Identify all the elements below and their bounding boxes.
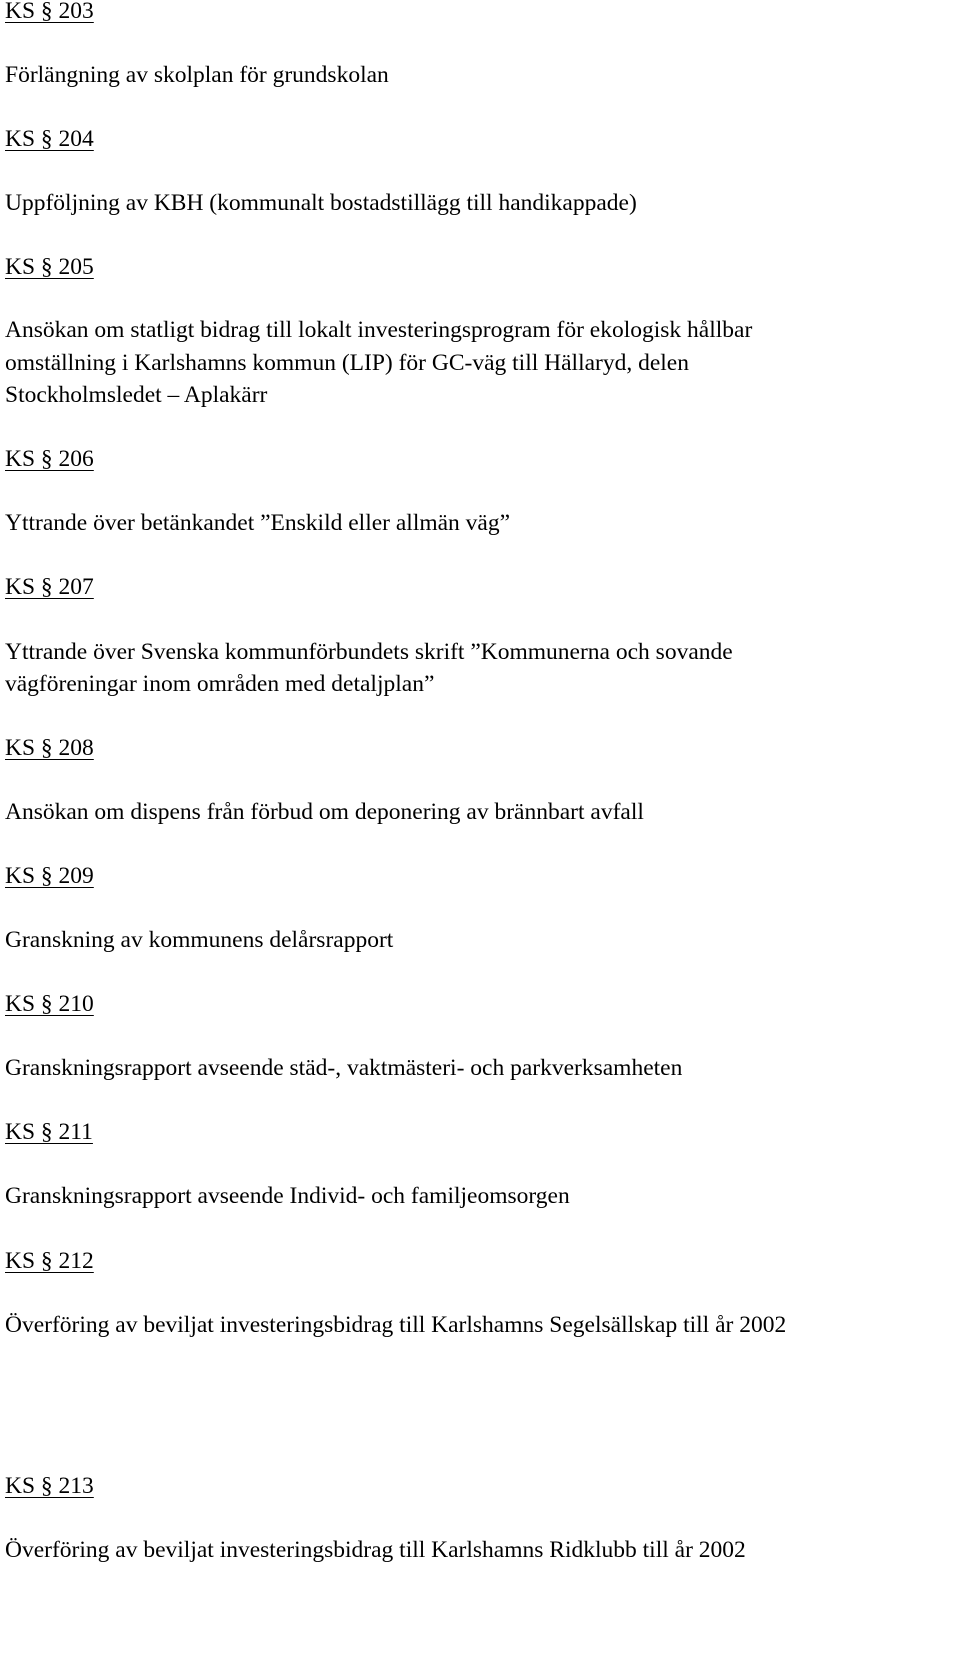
item-title: Ansökan om statligt bidrag till lokalt investeringsprogram för ekologisk hållbar (5, 317, 753, 343)
item-title: Yttrande över Svenska kommunförbundets skrift ”Kommunerna och sovande (5, 639, 733, 665)
item-code: KS § 203 (5, 0, 94, 24)
item-title: Uppföljning av KBH (kommunalt bostadstillägg till handikappade) (5, 190, 637, 216)
item-code: KS § 213 (5, 1473, 94, 1499)
item-code: KS § 209 (5, 863, 94, 889)
item-code: KS § 211 (5, 1119, 93, 1145)
item-title: Förlängning av skolplan för grundskolan (5, 62, 389, 88)
item-title: omställning i Karlshamns kommun (LIP) för GC-väg till Hällaryd, delen (5, 350, 689, 376)
item-title: Granskningsrapport avseende Individ- och familjeomsorgen (5, 1183, 570, 1209)
item-title: Ansökan om dispens från förbud om deponering av brännbart avfall (5, 799, 644, 825)
item-title: Yttrande över betänkandet ”Enskild eller allmän väg” (5, 510, 511, 536)
item-code: KS § 212 (5, 1248, 94, 1274)
item-title: Stockholmsledet – Aplakärr (5, 382, 268, 408)
item-code: KS § 208 (5, 735, 94, 761)
item-title: Överföring av beviljat investeringsbidrag till Karlshamns Segelsällskap till år 2002 (5, 1312, 787, 1338)
item-code: KS § 205 (5, 254, 94, 280)
item-code: KS § 210 (5, 991, 94, 1017)
item-title: Överföring av beviljat investeringsbidrag till Karlshamns Ridklubb till år 2002 (5, 1537, 746, 1563)
item-code: KS § 207 (5, 574, 94, 600)
item-title: vägföreningar inom områden med detaljplan” (5, 671, 435, 697)
item-code: KS § 206 (5, 446, 94, 472)
item-title: Granskning av kommunens delårsrapport (5, 927, 394, 953)
item-code: KS § 204 (5, 126, 94, 152)
item-title: Granskningsrapport avseende städ-, vaktmästeri- och parkverksamheten (5, 1055, 683, 1081)
